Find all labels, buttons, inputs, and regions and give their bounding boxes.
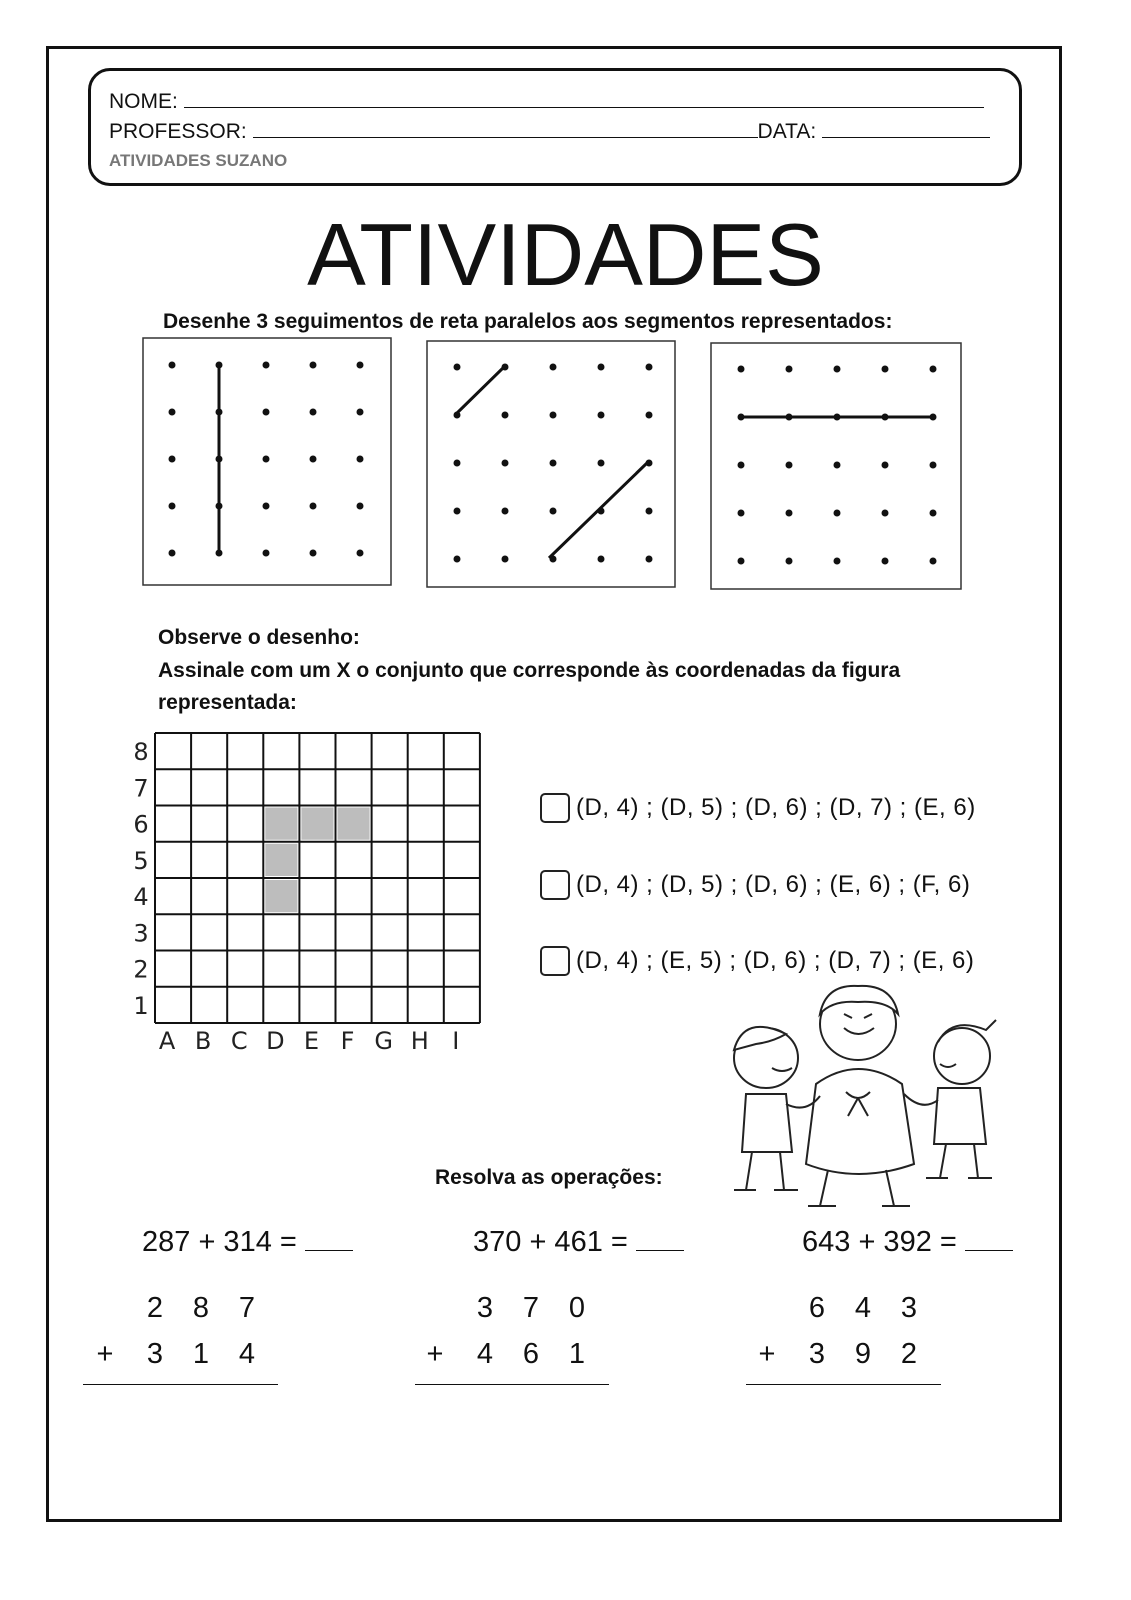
sum-line[interactable]: [415, 1384, 609, 1385]
digit: 6: [522, 1338, 540, 1370]
digit: 1: [192, 1338, 210, 1370]
children-illustration: [716, 984, 1016, 1224]
digit: 2: [900, 1338, 918, 1370]
digit: 8: [192, 1292, 210, 1324]
digit: 4: [238, 1338, 256, 1370]
digit: 3: [808, 1338, 826, 1370]
col-label: B: [194, 1027, 212, 1055]
equation-3-text: 643 + 392 =: [802, 1226, 957, 1258]
equation-3-answer[interactable]: [965, 1228, 1013, 1251]
shaded-cell: [338, 808, 370, 840]
digit: 9: [854, 1338, 872, 1370]
col-label: F: [340, 1027, 355, 1055]
digit: 1: [568, 1338, 586, 1370]
digit: 3: [476, 1292, 494, 1324]
digit: 2: [146, 1292, 164, 1324]
date-label: DATA:: [757, 120, 817, 143]
plus-sign: +: [96, 1338, 114, 1370]
shaded-cell: [265, 808, 297, 840]
equation-1-text: 287 + 314 =: [142, 1226, 297, 1258]
option-2-text: (D, 4) ; (D, 5) ; (D, 6) ; (E, 6) ; (F, 6): [576, 871, 971, 898]
col-label: H: [410, 1027, 429, 1055]
digit: 7: [238, 1292, 256, 1324]
plus-sign: +: [426, 1338, 444, 1370]
digit: 4: [854, 1292, 872, 1324]
col-label: E: [303, 1027, 320, 1055]
shaded-cell: [265, 880, 297, 912]
row-label: 3: [133, 919, 149, 948]
digit: 4: [476, 1338, 494, 1370]
option-3[interactable]: [540, 943, 974, 979]
col-label: I: [452, 1027, 460, 1055]
digit: 7: [522, 1292, 540, 1324]
digit: 6: [808, 1292, 826, 1324]
school-label: ATIVIDADES SUZANO: [109, 151, 288, 170]
digit: 3: [146, 1338, 164, 1370]
equation-2: [473, 1226, 684, 1259]
row-label: 5: [133, 846, 149, 875]
option-2[interactable]: [540, 867, 970, 903]
col-label: D: [266, 1027, 285, 1055]
section1-instruction: Desenhe 3 seguimentos de reta paralelos aos segmentos representados:: [163, 310, 893, 333]
option-3-text: (D, 4) ; (E, 5) ; (D, 6) ; (D, 7) ; (E, 6): [576, 947, 975, 974]
equation-2-answer[interactable]: [636, 1228, 684, 1251]
col-label: G: [374, 1027, 393, 1055]
shaded-cell: [301, 808, 333, 840]
option-1[interactable]: [540, 790, 976, 826]
col-label: C: [230, 1027, 248, 1055]
row-label: 1: [133, 991, 149, 1020]
option-3-checkbox[interactable]: [540, 946, 570, 976]
page-title: ATIVIDADES: [307, 205, 824, 304]
equation-1: [142, 1226, 353, 1259]
option-1-checkbox[interactable]: [540, 793, 570, 823]
option-2-checkbox[interactable]: [540, 870, 570, 900]
digit: 0: [568, 1292, 586, 1324]
assinale-text: Assinale com um X o conjunto que corresponde às coordenadas da figura: [158, 659, 901, 682]
row-label: 4: [133, 883, 149, 911]
option-1-text: (D, 4) ; (D, 5) ; (D, 6) ; (D, 7) ; (E, 6): [576, 794, 976, 821]
equation-2-text: 370 + 461 =: [473, 1226, 628, 1258]
row-label: 8: [133, 738, 149, 766]
sum-line[interactable]: [746, 1384, 941, 1385]
row-label: 2: [133, 955, 149, 984]
sum-line[interactable]: [83, 1384, 278, 1385]
plus-sign: +: [758, 1338, 776, 1370]
digit: 3: [900, 1292, 918, 1324]
section3-instruction: Resolva as operações:: [435, 1166, 663, 1189]
shaded-cell: [265, 844, 297, 876]
observe-text: Observe o desenho:: [158, 626, 360, 649]
row-label: 6: [133, 810, 149, 839]
row-label: 7: [133, 774, 149, 803]
representada-text: representada:: [158, 691, 297, 714]
professor-label: PROFESSOR:: [109, 120, 247, 143]
equation-3: [802, 1226, 1013, 1259]
equation-1-answer[interactable]: [305, 1228, 353, 1251]
col-label: A: [158, 1027, 176, 1055]
name-label: NOME:: [109, 90, 178, 113]
